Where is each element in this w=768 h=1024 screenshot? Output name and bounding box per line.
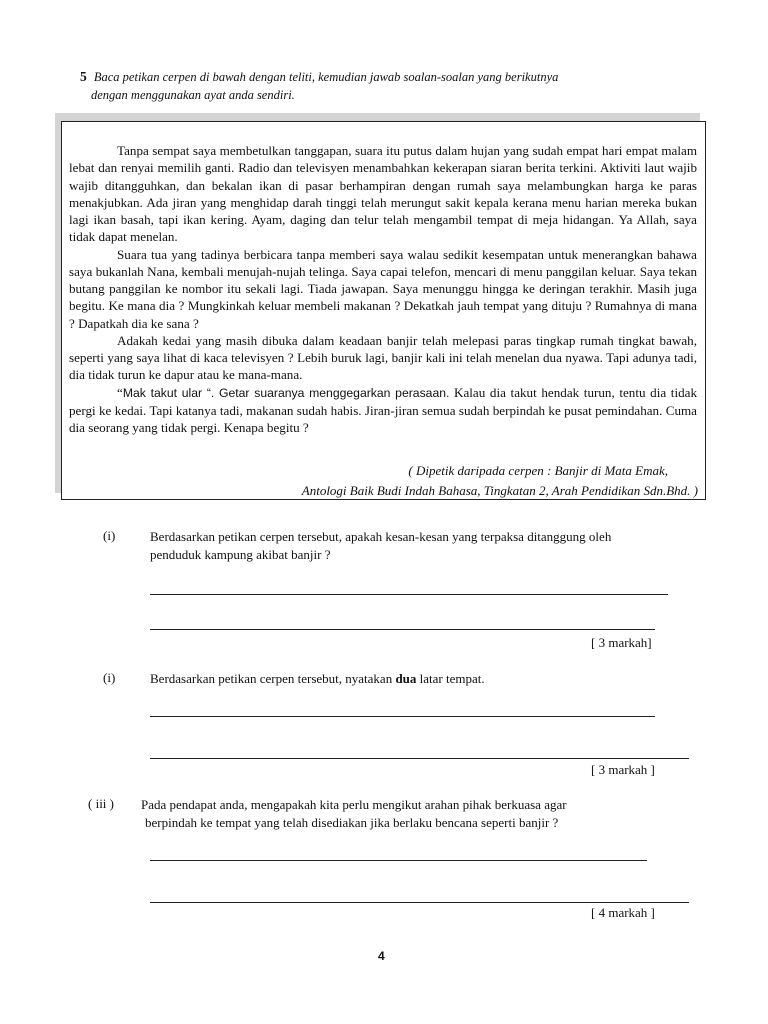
subquestion-1-text (150, 528, 690, 564)
passage-quote-dialogue: Mak takut ular “. Getar suaranya menggegarkan perasaan. (122, 385, 450, 400)
subquestion-1-line-1: Berdasarkan petikan cerpen tersebut, apakah kesan-kesan yang terpaksa ditanggung oleh (150, 529, 612, 544)
citation-line-1: ( Dipetik daripada cerpen : Banjir di Mata Emak, (408, 463, 668, 478)
answer-line-3a[interactable] (150, 860, 647, 861)
passage-text (69, 142, 697, 436)
subquestion-2-text (150, 670, 690, 688)
subquestion-3-line-1: Pada pendapat anda, mengapakah kita perlu mengikut arahan pihak berkuasa agar (141, 797, 567, 812)
question-instruction (80, 68, 558, 104)
passage-quote-open: “ (117, 384, 123, 400)
subquestion-3-line-2: berpindah ke tempat yang telah disediakan jika berlaku bencana seperti banjir ? (145, 815, 559, 830)
passage-paragraph-4 (69, 384, 697, 437)
passage-paragraph-1: Tanpa sempat saya membetulkan tanggapan, suara itu putus dalam hujan yang sudah empat hari empat malam lebat dan renyai memilih ganti. Radio dan televisyen menambahkan kekerapan siaran berita terkini. Aktiviti laut wajib wajib ditangguhkan, dan bekalan ikan di pasar berhampiran dengan rumah saya melambungkan harga ke paras menakjubkan. Ada jiran yang menghidap darah tinggi telah merungut sakit kepala kerana menu harian mereka bukan lagi ikan basah, tapi ikan kering. Ayam, daging dan telur telah mengambil tempat di meja hidangan. Ya Allah, saya tidak dapat menelan. (69, 143, 697, 245)
subquestion-2-text-after: latar tempat. (416, 671, 485, 686)
answer-line-1a[interactable] (150, 594, 668, 595)
answer-line-2a[interactable] (150, 716, 655, 717)
subquestion-1-line-2: penduduk kampung akibat banjir ? (150, 547, 331, 562)
subquestion-2-marks: [ 3 markah ] (591, 762, 655, 777)
passage-paragraph-3: Adakah kedai yang masih dibuka dalam keadaan banjir telah melepasi paras tingkap rumah tingkat bawah, seperti yang saya lihat di kaca televisyen ? Lebih buruk lagi, banjir kali ini telah menelan dua nyawa. Tapi adunya tadi, dia tidak turun ke dapur atau ke mana-mana. (69, 332, 697, 383)
passage-citation (302, 461, 698, 501)
subquestion-1-number: (i) (103, 528, 116, 543)
answer-line-1b[interactable] (150, 629, 655, 630)
subquestion-2-text-before: Berdasarkan petikan cerpen tersebut, nyatakan (150, 671, 396, 686)
instruction-line-1: Baca petikan cerpen di bawah dengan teliti, kemudian jawab soalan-soalan yang berikutnya (93, 70, 559, 84)
answer-line-3b[interactable] (150, 902, 689, 903)
question-number: 5 (80, 69, 87, 84)
instruction-line-2: dengan menggunakan ayat anda sendiri. (91, 88, 295, 102)
subquestion-2-number: (i) (103, 670, 116, 685)
subquestion-3-marks: [ 4 markah ] (591, 905, 655, 920)
subquestion-3-number: ( iii ) (88, 796, 114, 811)
subquestion-2-bold-word: dua (395, 671, 417, 686)
subquestion-1-marks: [ 3 markah] (591, 635, 652, 650)
citation-line-2: Antologi Baik Budi Indah Bahasa, Tingkatan 2, Arah Pendidikan Sdn.Bhd. ) (301, 483, 698, 498)
page-number: 4 (378, 949, 385, 963)
passage-paragraph-2: Suara tua yang tadinya berbicara tanpa memberi saya walau sedikit kesempatan untuk menerangkan bahawa saya bukanlah Nana, kembali menujah-nujah telinga. Saya capai telefon, mencari di menu panggilan keluar. Saya tekan butang panggilan ke nombor itu sekali lagi. Tiada jawapan. Saya menunggu hingga ke deringan terakhir. Masih juga begitu. Ke mana dia ? Mungkinkah keluar membeli makanan ? Dekatkah jauh tempat yang dituju ? Rumahnya di mana ? Dapatkah dia ke sana ? (69, 246, 697, 331)
passage-paragraph-4-rest: Kalau dia takut hendak turun, tentu dia tidak pergi ke kedai. Tapi katanya tadi, makanan sudah habis. Jiran-jiran semua sudah berpindah ke pusat pemindahan. Cuma dia seorang yang tidak pergi. Kenapa begitu ? (69, 384, 697, 435)
subquestion-3-text (141, 796, 701, 832)
answer-line-2b[interactable] (150, 758, 689, 759)
